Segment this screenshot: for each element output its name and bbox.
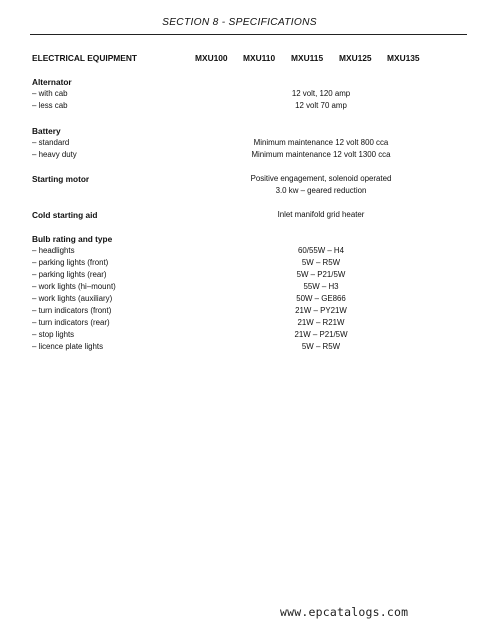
spec-label: – turn indicators (rear) (32, 318, 110, 327)
spec-row (32, 185, 452, 197)
section-title: Bulb rating and type (32, 234, 113, 244)
battery-section (32, 125, 452, 161)
model-column: MXU110 (243, 53, 276, 63)
model-column: MXU125 (339, 53, 372, 63)
spec-value: 60/55W – H4 (297, 246, 345, 255)
watermark: www.epcatalogs.com (280, 605, 409, 619)
spec-label: – stop lights (32, 330, 75, 339)
spec-value: 5W – R5W (301, 342, 341, 351)
spec-row (32, 281, 452, 293)
spec-value: 3.0 kw – geared reduction (275, 186, 367, 195)
section-title: Cold starting aid (32, 210, 98, 220)
table-heading-row (32, 53, 442, 65)
spec-label: – less cab (32, 101, 68, 110)
spec-value: 5W – R5W (301, 258, 341, 267)
spec-value: 21W – R21W (297, 318, 345, 327)
spec-row (32, 257, 452, 269)
spec-value: 50W – GE866 (296, 294, 346, 303)
spec-row (32, 209, 452, 221)
spec-label: – with cab (32, 89, 68, 98)
spec-row (32, 329, 452, 341)
bulb-section (32, 233, 452, 353)
spec-value: Minimum maintenance 12 volt 1300 cca (251, 150, 391, 159)
model-column: MXU115 (291, 53, 324, 63)
spec-label: – headlights (32, 246, 75, 255)
spec-row (32, 149, 452, 161)
spec-row (32, 305, 452, 317)
spec-row (32, 245, 452, 257)
cold-start-section (32, 209, 452, 221)
spec-value: Positive engagement, solenoid operated (250, 174, 392, 183)
spec-row (32, 317, 452, 329)
model-column: MXU135 (387, 53, 420, 63)
spec-label: – heavy duty (32, 150, 77, 159)
table-heading: ELECTRICAL EQUIPMENT (32, 53, 138, 63)
spec-label: – licence plate lights (32, 342, 104, 351)
spec-row (32, 100, 452, 112)
page-header: SECTION 8 - SPECIFICATIONS (162, 17, 317, 28)
alternator-section (32, 76, 452, 112)
spec-value: 12 volt, 120 amp (291, 89, 351, 98)
spec-label: – standard (32, 138, 70, 147)
section-title: Battery (32, 126, 61, 136)
spec-row (32, 293, 452, 305)
spec-value: 21W – PY21W (295, 306, 347, 315)
section-title: Starting motor (32, 174, 90, 184)
section-title: Alternator (32, 77, 72, 87)
spec-label: – work lights (auxiliary) (32, 294, 113, 303)
spec-row (32, 88, 452, 100)
spec-row (32, 173, 452, 185)
model-column: MXU100 (195, 53, 228, 63)
spec-row (32, 341, 452, 353)
spec-value: Inlet manifold grid heater (277, 210, 365, 219)
spec-label: – parking lights (rear) (32, 270, 107, 279)
spec-value: Minimum maintenance 12 volt 800 cca (253, 138, 389, 147)
model-columns (195, 53, 435, 63)
starting-motor-section (32, 173, 452, 197)
spec-row (32, 269, 452, 281)
header-rule (30, 34, 467, 35)
spec-value: 12 volt 70 amp (295, 101, 347, 110)
spec-value: 5W – P21/5W (296, 270, 346, 279)
spec-label: – parking lights (front) (32, 258, 109, 267)
spec-value: 21W – P21/5W (294, 330, 348, 339)
spec-label: – work lights (hi–mount) (32, 282, 116, 291)
spec-value: 55W – H3 (303, 282, 339, 291)
spec-label: – turn indicators (front) (32, 306, 112, 315)
spec-row (32, 137, 452, 149)
